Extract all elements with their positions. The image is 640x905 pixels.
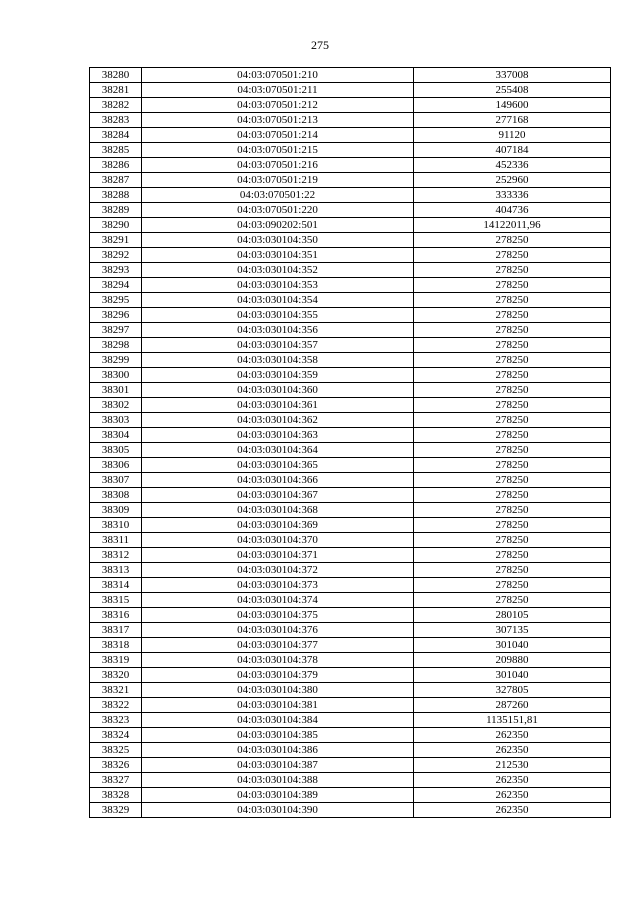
- table-row: [90, 578, 611, 593]
- table-row: [90, 428, 611, 443]
- cadastral-value-cell: 278250: [414, 383, 611, 398]
- cadastral-number-cell: 04:03:030104:350: [142, 233, 414, 248]
- cadastral-number-cell: 04:03:030104:385: [142, 728, 414, 743]
- cadastral-value-cell: 278250: [414, 548, 611, 563]
- cadastral-number-cell: 04:03:070501:220: [142, 203, 414, 218]
- cadastral-number-cell: 04:03:090202:501: [142, 218, 414, 233]
- cadastral-value-cell: 262350: [414, 803, 611, 818]
- cadastral-value-cell: 278250: [414, 518, 611, 533]
- cadastral-number-cell: 04:03:070501:213: [142, 113, 414, 128]
- table-row: [90, 113, 611, 128]
- cadastral-value-cell: 278250: [414, 488, 611, 503]
- row-number-cell: 38292: [90, 248, 142, 263]
- table-row: [90, 623, 611, 638]
- table-row: [90, 788, 611, 803]
- table-row: [90, 308, 611, 323]
- row-number-cell: 38317: [90, 623, 142, 638]
- cadastral-number-cell: 04:03:030104:359: [142, 368, 414, 383]
- table-row: [90, 473, 611, 488]
- cadastral-number-cell: 04:03:030104:387: [142, 758, 414, 773]
- row-number-cell: 38312: [90, 548, 142, 563]
- row-number-cell: 38301: [90, 383, 142, 398]
- cadastral-value-cell: 262350: [414, 743, 611, 758]
- table-row: [90, 488, 611, 503]
- row-number-cell: 38309: [90, 503, 142, 518]
- cadastral-value-cell: 262350: [414, 728, 611, 743]
- table-row: [90, 143, 611, 158]
- table-row: [90, 803, 611, 818]
- table-row: [90, 458, 611, 473]
- cadastral-number-cell: 04:03:030104:362: [142, 413, 414, 428]
- row-number-cell: 38327: [90, 773, 142, 788]
- table-row: [90, 713, 611, 728]
- cadastral-value-cell: 278250: [414, 443, 611, 458]
- row-number-cell: 38283: [90, 113, 142, 128]
- cadastral-value-cell: 301040: [414, 638, 611, 653]
- cadastral-value-cell: 278250: [414, 578, 611, 593]
- row-number-cell: 38323: [90, 713, 142, 728]
- table-row: [90, 203, 611, 218]
- row-number-cell: 38294: [90, 278, 142, 293]
- cadastral-number-cell: 04:03:030104:381: [142, 698, 414, 713]
- cadastral-value-cell: 307135: [414, 623, 611, 638]
- cadastral-value-cell: 278250: [414, 563, 611, 578]
- cadastral-number-cell: 04:03:030104:354: [142, 293, 414, 308]
- row-number-cell: 38315: [90, 593, 142, 608]
- row-number-cell: 38318: [90, 638, 142, 653]
- table-row: [90, 383, 611, 398]
- cadastral-value-cell: 278250: [414, 458, 611, 473]
- table-row: [90, 98, 611, 113]
- cadastral-number-cell: 04:03:030104:388: [142, 773, 414, 788]
- cadastral-number-cell: 04:03:030104:358: [142, 353, 414, 368]
- table-row: [90, 218, 611, 233]
- row-number-cell: 38325: [90, 743, 142, 758]
- table-row: [90, 158, 611, 173]
- cadastral-number-cell: 04:03:030104:370: [142, 533, 414, 548]
- cadastral-number-cell: 04:03:030104:384: [142, 713, 414, 728]
- table-row: [90, 518, 611, 533]
- cadastral-number-cell: 04:03:070501:214: [142, 128, 414, 143]
- cadastral-number-cell: 04:03:030104:366: [142, 473, 414, 488]
- row-number-cell: 38302: [90, 398, 142, 413]
- cadastral-value-cell: 278250: [414, 308, 611, 323]
- cadastral-number-cell: 04:03:030104:375: [142, 608, 414, 623]
- cadastral-number-cell: 04:03:030104:357: [142, 338, 414, 353]
- table-body: [90, 68, 611, 818]
- table-row: [90, 278, 611, 293]
- cadastral-value-cell: 252960: [414, 173, 611, 188]
- row-number-cell: 38298: [90, 338, 142, 353]
- table-row: [90, 173, 611, 188]
- row-number-cell: 38310: [90, 518, 142, 533]
- cadastral-value-cell: 278250: [414, 503, 611, 518]
- cadastral-number-cell: 04:03:030104:373: [142, 578, 414, 593]
- row-number-cell: 38320: [90, 668, 142, 683]
- cadastral-number-cell: 04:03:030104:376: [142, 623, 414, 638]
- table-row: [90, 128, 611, 143]
- cadastral-value-cell: 452336: [414, 158, 611, 173]
- cadastral-number-cell: 04:03:070501:215: [142, 143, 414, 158]
- cadastral-number-cell: 04:03:030104:353: [142, 278, 414, 293]
- cadastral-value-cell: 278250: [414, 293, 611, 308]
- cadastral-number-cell: 04:03:070501:219: [142, 173, 414, 188]
- row-number-cell: 38297: [90, 323, 142, 338]
- cadastral-number-cell: 04:03:030104:360: [142, 383, 414, 398]
- cadastral-value-cell: 278250: [414, 428, 611, 443]
- cadastral-value-cell: 278250: [414, 413, 611, 428]
- table-row: [90, 398, 611, 413]
- cadastral-value-cell: 278250: [414, 353, 611, 368]
- cadastral-number-cell: 04:03:030104:374: [142, 593, 414, 608]
- cadastral-number-cell: 04:03:070501:22: [142, 188, 414, 203]
- cadastral-number-cell: 04:03:030104:361: [142, 398, 414, 413]
- row-number-cell: 38288: [90, 188, 142, 203]
- cadastral-value-cell: 14122011,96: [414, 218, 611, 233]
- cadastral-value-cell: 280105: [414, 608, 611, 623]
- row-number-cell: 38328: [90, 788, 142, 803]
- cadastral-number-cell: 04:03:070501:210: [142, 68, 414, 83]
- cadastral-number-cell: 04:03:030104:364: [142, 443, 414, 458]
- table-row: [90, 668, 611, 683]
- row-number-cell: 38296: [90, 308, 142, 323]
- table-row: [90, 548, 611, 563]
- cadastral-number-cell: 04:03:030104:367: [142, 488, 414, 503]
- cadastral-value-cell: 277168: [414, 113, 611, 128]
- table-row: [90, 323, 611, 338]
- cadastral-number-cell: 04:03:030104:371: [142, 548, 414, 563]
- row-number-cell: 38316: [90, 608, 142, 623]
- cadastral-number-cell: 04:03:030104:390: [142, 803, 414, 818]
- cadastral-number-cell: 04:03:030104:386: [142, 743, 414, 758]
- table-row: [90, 248, 611, 263]
- table-row: [90, 773, 611, 788]
- table-row: [90, 233, 611, 248]
- row-number-cell: 38289: [90, 203, 142, 218]
- cadastral-value-cell: 278250: [414, 263, 611, 278]
- row-number-cell: 38281: [90, 83, 142, 98]
- row-number-cell: 38321: [90, 683, 142, 698]
- row-number-cell: 38308: [90, 488, 142, 503]
- row-number-cell: 38329: [90, 803, 142, 818]
- cadastral-value-cell: 255408: [414, 83, 611, 98]
- cadastral-value-cell: 278250: [414, 533, 611, 548]
- cadastral-value-cell: 262350: [414, 773, 611, 788]
- table-row: [90, 353, 611, 368]
- row-number-cell: 38319: [90, 653, 142, 668]
- table-row: [90, 653, 611, 668]
- table-row: [90, 503, 611, 518]
- cadastral-value-cell: 404736: [414, 203, 611, 218]
- table-row: [90, 533, 611, 548]
- cadastral-value-cell: 278250: [414, 323, 611, 338]
- row-number-cell: 38304: [90, 428, 142, 443]
- table-row: [90, 293, 611, 308]
- row-number-cell: 38299: [90, 353, 142, 368]
- table-row: [90, 743, 611, 758]
- table-row: [90, 368, 611, 383]
- row-number-cell: 38282: [90, 98, 142, 113]
- row-number-cell: 38307: [90, 473, 142, 488]
- table-row: [90, 83, 611, 98]
- cadastral-number-cell: 04:03:030104:377: [142, 638, 414, 653]
- cadastral-number-cell: 04:03:030104:368: [142, 503, 414, 518]
- row-number-cell: 38295: [90, 293, 142, 308]
- cadastral-number-cell: 04:03:030104:352: [142, 263, 414, 278]
- row-number-cell: 38326: [90, 758, 142, 773]
- cadastral-value-cell: 278250: [414, 368, 611, 383]
- cadastral-number-cell: 04:03:070501:212: [142, 98, 414, 113]
- cadastral-value-cell: 212530: [414, 758, 611, 773]
- cadastral-value-cell: 278250: [414, 593, 611, 608]
- cadastral-number-cell: 04:03:030104:378: [142, 653, 414, 668]
- cadastral-number-cell: 04:03:030104:363: [142, 428, 414, 443]
- cadastral-value-cell: 278250: [414, 248, 611, 263]
- table-row: [90, 563, 611, 578]
- table-row: [90, 728, 611, 743]
- table-row: [90, 413, 611, 428]
- cadastral-value-cell: 278250: [414, 398, 611, 413]
- row-number-cell: 38324: [90, 728, 142, 743]
- row-number-cell: 38287: [90, 173, 142, 188]
- cadastral-value-cell: 209880: [414, 653, 611, 668]
- row-number-cell: 38314: [90, 578, 142, 593]
- cadastral-number-cell: 04:03:030104:355: [142, 308, 414, 323]
- row-number-cell: 38305: [90, 443, 142, 458]
- cadastral-number-cell: 04:03:070501:211: [142, 83, 414, 98]
- cadastral-number-cell: 04:03:030104:372: [142, 563, 414, 578]
- cadastral-number-cell: 04:03:030104:389: [142, 788, 414, 803]
- row-number-cell: 38284: [90, 128, 142, 143]
- cadastral-number-cell: 04:03:030104:351: [142, 248, 414, 263]
- cadastral-number-cell: 04:03:070501:216: [142, 158, 414, 173]
- row-number-cell: 38290: [90, 218, 142, 233]
- cadastral-number-cell: 04:03:030104:380: [142, 683, 414, 698]
- table-row: [90, 338, 611, 353]
- table-row: [90, 443, 611, 458]
- table-row: [90, 188, 611, 203]
- table-row: [90, 638, 611, 653]
- row-number-cell: 38293: [90, 263, 142, 278]
- row-number-cell: 38291: [90, 233, 142, 248]
- row-number-cell: 38303: [90, 413, 142, 428]
- row-number-cell: 38306: [90, 458, 142, 473]
- cadastral-value-cell: 278250: [414, 233, 611, 248]
- cadastral-value-cell: 262350: [414, 788, 611, 803]
- cadastral-value-cell: 327805: [414, 683, 611, 698]
- cadastral-value-cell: 278250: [414, 278, 611, 293]
- table-row: [90, 683, 611, 698]
- cadastral-value-cell: 407184: [414, 143, 611, 158]
- table-row: [90, 68, 611, 83]
- row-number-cell: 38286: [90, 158, 142, 173]
- cadastral-value-cell: 278250: [414, 473, 611, 488]
- table-row: [90, 698, 611, 713]
- table-row: [90, 758, 611, 773]
- row-number-cell: 38322: [90, 698, 142, 713]
- cadastral-value-cell: 91120: [414, 128, 611, 143]
- page-number: 275: [311, 38, 329, 52]
- table-row: [90, 593, 611, 608]
- cadastral-value-cell: 301040: [414, 668, 611, 683]
- cadastral-number-cell: 04:03:030104:379: [142, 668, 414, 683]
- table-row: [90, 608, 611, 623]
- row-number-cell: 38313: [90, 563, 142, 578]
- cadastral-value-cell: 337008: [414, 68, 611, 83]
- cadastral-number-cell: 04:03:030104:369: [142, 518, 414, 533]
- cadastral-value-table: [89, 67, 611, 818]
- table-row: [90, 263, 611, 278]
- cadastral-value-cell: 149600: [414, 98, 611, 113]
- row-number-cell: 38280: [90, 68, 142, 83]
- cadastral-value-cell: 278250: [414, 338, 611, 353]
- row-number-cell: 38300: [90, 368, 142, 383]
- cadastral-value-cell: 287260: [414, 698, 611, 713]
- cadastral-value-cell: 333336: [414, 188, 611, 203]
- row-number-cell: 38285: [90, 143, 142, 158]
- cadastral-number-cell: 04:03:030104:356: [142, 323, 414, 338]
- row-number-cell: 38311: [90, 533, 142, 548]
- cadastral-number-cell: 04:03:030104:365: [142, 458, 414, 473]
- cadastral-value-cell: 1135151,81: [414, 713, 611, 728]
